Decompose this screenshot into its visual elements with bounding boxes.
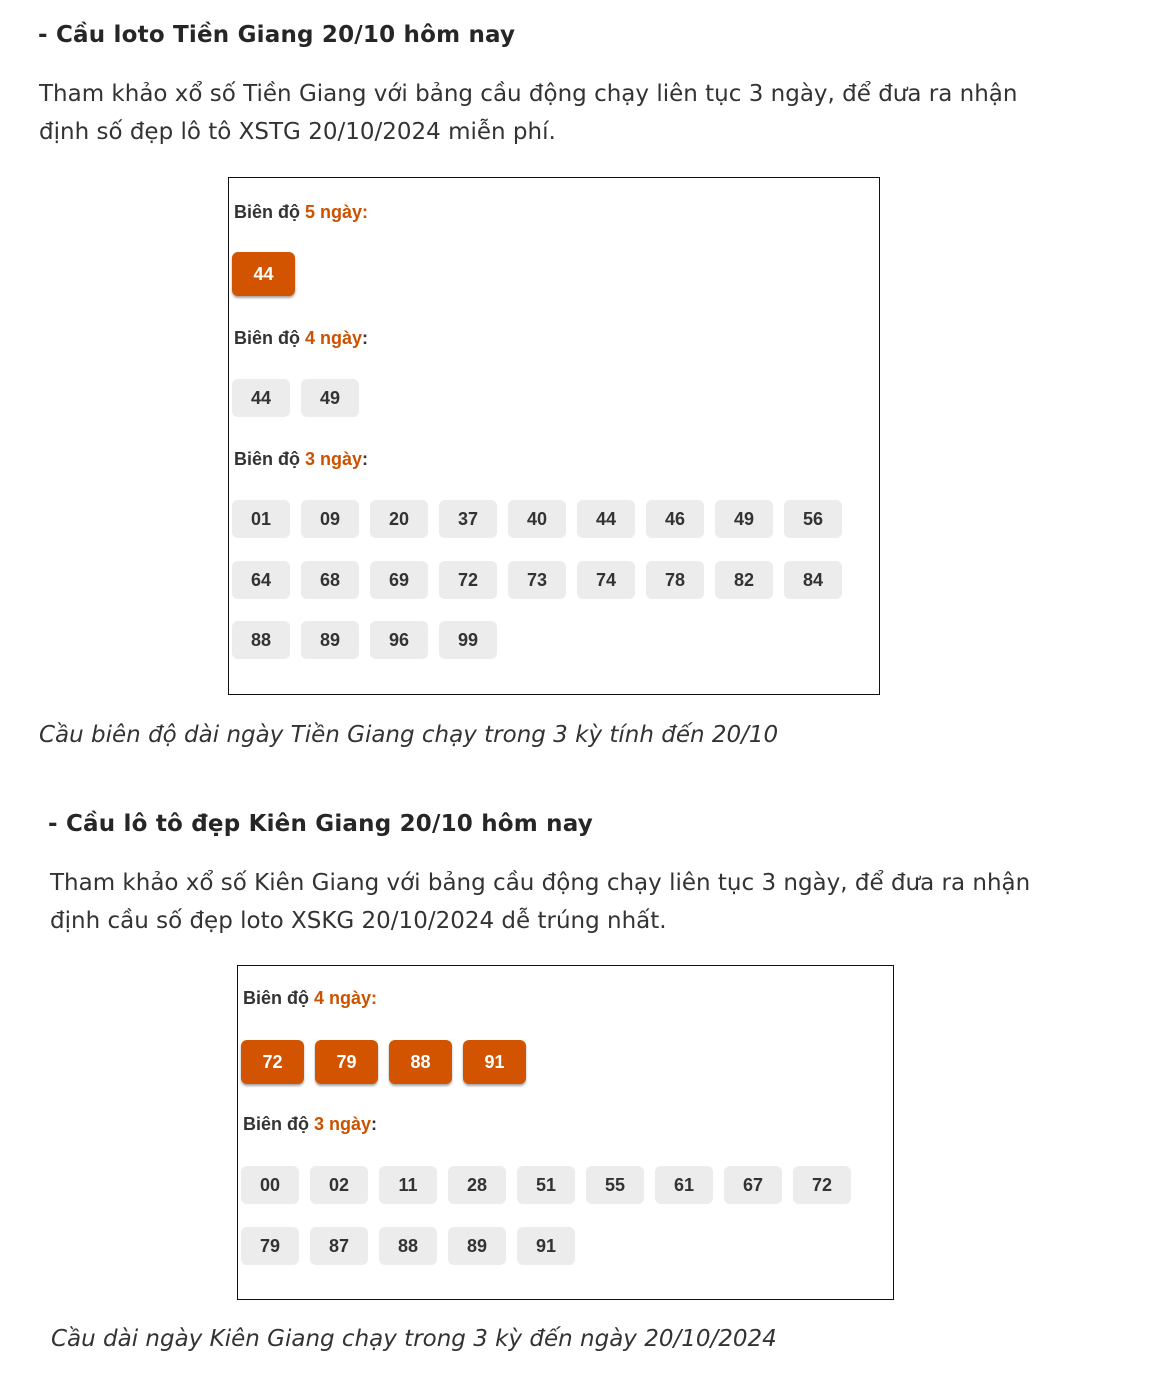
group-label (243, 1114, 377, 1135)
loto-number-chip: 88 (379, 1227, 437, 1265)
loto-panel-kien-giang (237, 965, 894, 1300)
group-label-prefix: Biên độ (234, 328, 300, 348)
number-row (232, 379, 370, 417)
group-label-prefix: Biên độ (234, 449, 300, 469)
number-row (241, 1040, 537, 1084)
group-label-days: 4 ngày (314, 988, 372, 1008)
number-row (232, 561, 853, 599)
loto-number-chip: 99 (439, 621, 497, 659)
loto-number-chip: 46 (646, 500, 704, 538)
section-heading-tien-giang: - Cầu loto Tiền Giang 20/10 hôm nay (38, 22, 516, 48)
loto-number-chip: 73 (508, 561, 566, 599)
group-label-suffix: : (362, 328, 369, 348)
loto-number-chip: 09 (301, 500, 359, 538)
loto-number-chip: 82 (715, 561, 773, 599)
loto-number-chip: 00 (241, 1166, 299, 1204)
loto-number-chip: 49 (301, 379, 359, 417)
group-label-prefix: Biên độ (234, 202, 300, 222)
number-row (232, 500, 853, 538)
group-label (234, 328, 368, 349)
group-label (234, 449, 368, 470)
loto-number-chip: 88 (389, 1040, 452, 1084)
loto-number-chip: 11 (379, 1166, 437, 1204)
loto-number-chip: 89 (301, 621, 359, 659)
loto-number-chip: 67 (724, 1166, 782, 1204)
number-row (232, 621, 508, 659)
loto-number-chip: 72 (793, 1166, 851, 1204)
loto-number-chip: 51 (517, 1166, 575, 1204)
group-label-days: 5 ngày (305, 202, 363, 222)
loto-number-chip: 02 (310, 1166, 368, 1204)
group-label-prefix: Biên độ (243, 1114, 309, 1134)
image-caption-kien-giang: Cầu dài ngày Kiên Giang chạy trong 3 kỳ đến ngày 20/10/2024 (51, 1326, 777, 1352)
loto-number-chip: 40 (508, 500, 566, 538)
group-label-days: 4 ngày (305, 328, 363, 348)
loto-number-chip: 78 (646, 561, 704, 599)
group-label-suffix: : (371, 988, 378, 1008)
loto-number-chip: 01 (232, 500, 290, 538)
loto-number-chip: 28 (448, 1166, 506, 1204)
group-label (234, 202, 368, 223)
loto-number-chip: 79 (241, 1227, 299, 1265)
section-paragraph-tien-giang: Tham khảo xổ số Tiền Giang với bảng cầu động chạy liên tục 3 ngày, để đưa ra nhận định số đẹp lô tô XSTG 20/10/2024 miễn phí. (39, 81, 1018, 145)
group-label-suffix: : (362, 202, 369, 222)
number-row (241, 1166, 862, 1204)
group-label-suffix: : (362, 449, 369, 469)
loto-number-chip: 44 (577, 500, 635, 538)
loto-number-chip: 55 (586, 1166, 644, 1204)
section-paragraph-kien-giang: Tham khảo xổ số Kiên Giang với bảng cầu động chạy liên tục 3 ngày, để đưa ra nhận định cầu số đẹp loto XSKG 20/10/2024 dễ trúng nhất. (50, 870, 1031, 934)
loto-number-chip: 88 (232, 621, 290, 659)
number-row (232, 252, 306, 296)
loto-number-chip: 20 (370, 500, 428, 538)
number-row (241, 1227, 586, 1265)
loto-number-chip: 44 (232, 379, 290, 417)
loto-number-chip: 89 (448, 1227, 506, 1265)
loto-number-chip: 56 (784, 500, 842, 538)
loto-number-chip: 91 (463, 1040, 526, 1084)
loto-number-chip: 61 (655, 1166, 713, 1204)
loto-number-chip: 64 (232, 561, 290, 599)
loto-number-chip: 79 (315, 1040, 378, 1084)
loto-number-chip: 68 (301, 561, 359, 599)
loto-number-chip: 49 (715, 500, 773, 538)
loto-number-chip: 72 (241, 1040, 304, 1084)
loto-number-chip: 87 (310, 1227, 368, 1265)
section-heading-kien-giang: - Cầu lô tô đẹp Kiên Giang 20/10 hôm nay (48, 811, 593, 837)
group-label-prefix: Biên độ (243, 988, 309, 1008)
loto-number-chip: 37 (439, 500, 497, 538)
loto-number-chip: 91 (517, 1227, 575, 1265)
group-label-suffix: : (371, 1114, 378, 1134)
group-label (243, 988, 377, 1009)
loto-number-chip: 44 (232, 252, 295, 296)
group-label-days: 3 ngày (314, 1114, 372, 1134)
loto-panel-tien-giang (228, 177, 880, 695)
image-caption-tien-giang: Cầu biên độ dài ngày Tiền Giang chạy trong 3 kỳ tính đến 20/10 (39, 722, 779, 748)
group-label-days: 3 ngày (305, 449, 363, 469)
loto-number-chip: 72 (439, 561, 497, 599)
loto-number-chip: 96 (370, 621, 428, 659)
loto-number-chip: 74 (577, 561, 635, 599)
loto-number-chip: 84 (784, 561, 842, 599)
loto-number-chip: 69 (370, 561, 428, 599)
